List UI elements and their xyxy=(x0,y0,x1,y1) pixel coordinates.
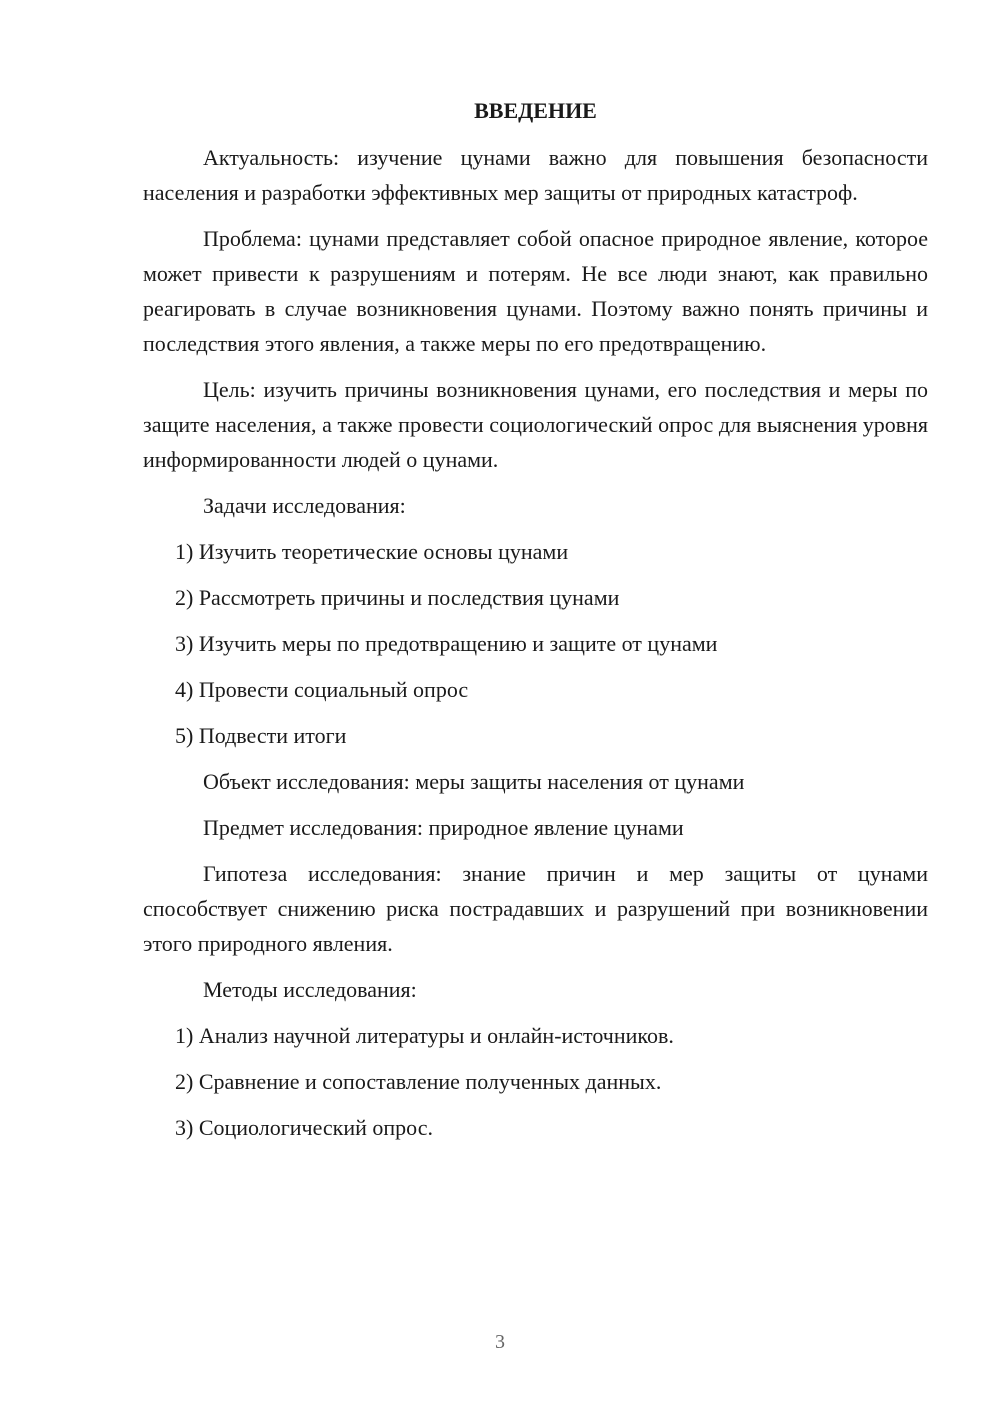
method-item: 3) Социологический опрос. xyxy=(175,1115,433,1140)
method-item: 2) Сравнение и сопоставление полученных данных. xyxy=(175,1069,662,1094)
document-page xyxy=(143,96,928,1156)
tasks-heading: Задачи исследования: xyxy=(203,493,406,518)
hypothesis-paragraph: Гипотеза исследования: знание причин и мер защиты от цунами способствует снижению риска пострадавших и разрушений при возникновении этого природного явления. xyxy=(143,861,928,956)
subject-paragraph: Предмет исследования: природное явление цунами xyxy=(203,815,684,840)
goal-paragraph: Цель: изучить причины возникновения цунами, его последствия и меры по защите населения, а также провести социологический опрос для выяснения уровня информированности людей о цунами. xyxy=(143,377,928,472)
task-item: 2) Рассмотреть причины и последствия цунами xyxy=(175,585,620,610)
task-item: 5) Подвести итоги xyxy=(175,723,347,748)
task-item: 3) Изучить меры по предотвращению и защите от цунами xyxy=(175,631,718,656)
task-item: 4) Провести социальный опрос xyxy=(175,677,469,702)
method-item: 1) Анализ научной литературы и онлайн-источников. xyxy=(175,1023,674,1048)
problem-paragraph: Проблема: цунами представляет собой опасное природное явление, которое может привести к разрушениям и потерям. Не все люди знают, как правильно реагировать в случае возникновения цунами. Поэтому важно понять причины и последствия этого явления, а также меры по его предотвращению. xyxy=(143,226,928,356)
page-number: 3 xyxy=(495,1331,505,1353)
relevance-paragraph: Актуальность: изучение цунами важно для повышения безопасности населения и разработки эффективных мер защиты от природных катастроф. xyxy=(143,145,928,205)
object-paragraph: Объект исследования: меры защиты населения от цунами xyxy=(203,769,745,794)
tasks-list xyxy=(143,534,928,753)
methods-heading: Методы исследования: xyxy=(203,977,417,1002)
methods-list xyxy=(143,1018,928,1145)
page-title: ВВЕДЕНИЕ xyxy=(474,98,597,123)
task-item: 1) Изучить теоретические основы цунами xyxy=(175,539,569,564)
